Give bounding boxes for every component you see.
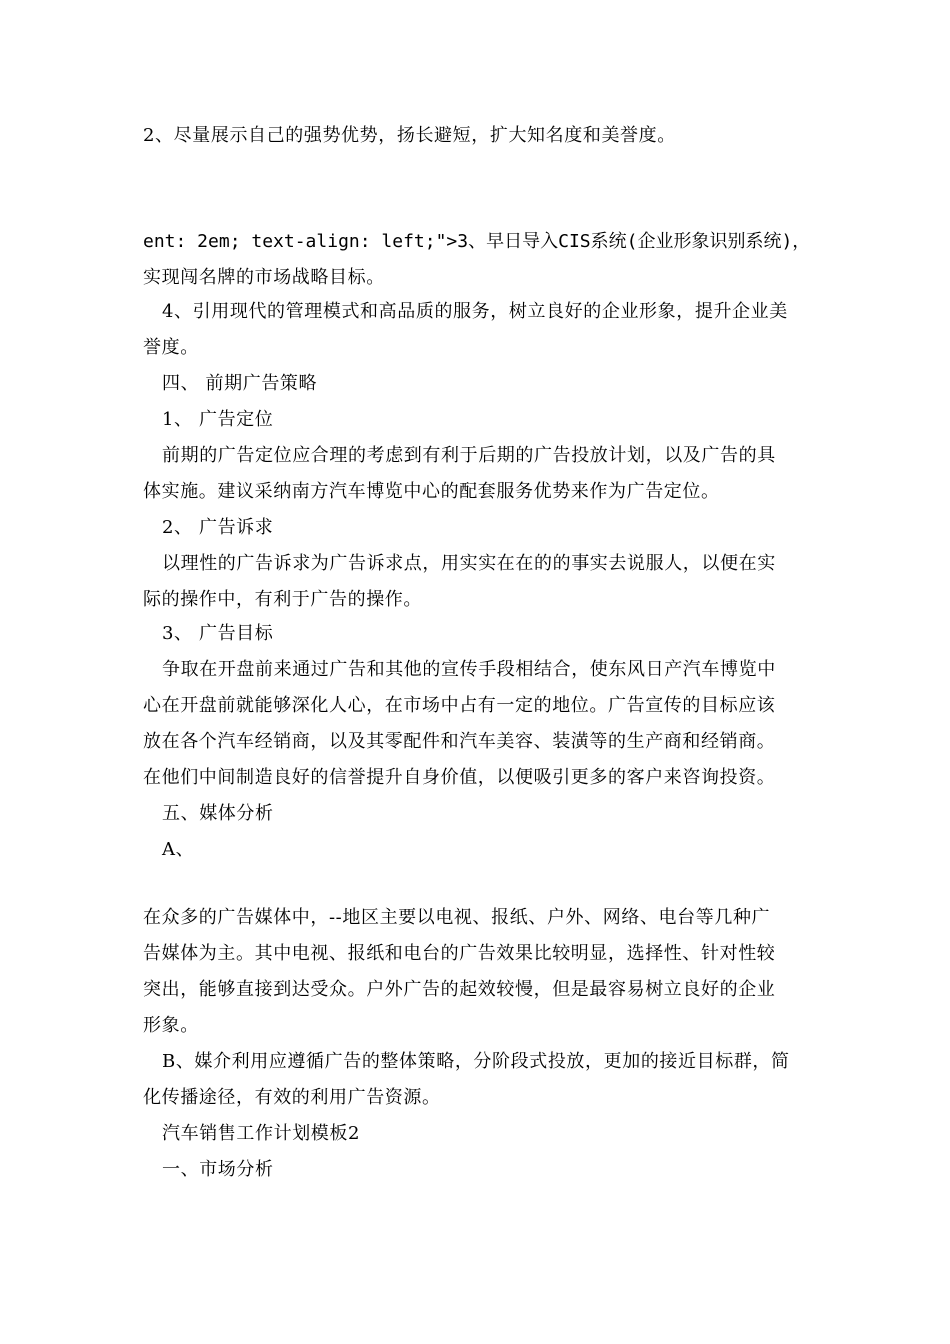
paragraph-line: 在他们中间制造良好的信誉提升自身价值，以便吸引更多的客户来咨询投资。 xyxy=(143,767,776,788)
paragraph-line: 2、尽量展示自己的强势优势，扬长避短，扩大知名度和美誉度。 xyxy=(143,125,676,146)
section-heading: 一、市场分析 xyxy=(162,1159,274,1180)
paragraph-line: 际的操作中，有利于广告的操作。 xyxy=(143,589,422,610)
paragraph-line: 以理性的广告诉求为广告诉求点，用实实在在的的事实去说服人，以便在实 xyxy=(162,553,776,574)
paragraph-line-code-fragment: ent: 2em; text-align: left;">3、早日导入CIS系统(企业形象识别系统)， xyxy=(143,231,811,252)
paragraph-line: 在众多的广告媒体中，--地区主要以电视、报纸、户外、网络、电台等几种广 xyxy=(143,907,771,928)
paragraph-line: 体实施。建议采纳南方汽车博览中心的配套服务优势来作为广告定位。 xyxy=(143,481,720,502)
paragraph-line: 告媒体为主。其中电视、报纸和电台的广告效果比较明显，选择性、针对性较 xyxy=(143,943,776,964)
paragraph-line: 前期的广告定位应合理的考虑到有利于后期的广告投放计划，以及广告的具 xyxy=(162,445,776,466)
subsection-heading: 3、 广告目标 xyxy=(162,623,274,644)
paragraph-line: 放在各个汽车经销商，以及其零配件和汽车美容、装潢等的生产商和经销商。 xyxy=(143,731,776,752)
list-marker: A、 xyxy=(162,839,195,860)
paragraph-line: 实现闯名牌的市场战略目标。 xyxy=(143,267,385,288)
paragraph-line: 形象。 xyxy=(143,1015,199,1036)
section-heading: 五、媒体分析 xyxy=(162,803,274,824)
subsection-heading: 1、 广告定位 xyxy=(162,409,274,430)
paragraph-line: 心在开盘前就能够深化人心，在市场中占有一定的地位。广告宣传的目标应该 xyxy=(143,695,776,716)
paragraph-line: 突出，能够直接到达受众。户外广告的起效较慢，但是最容易树立良好的企业 xyxy=(143,979,776,1000)
paragraph-line: B、媒介利用应遵循广告的整体策略，分阶段式投放，更加的接近目标群，简 xyxy=(162,1051,790,1072)
paragraph-line: 化传播途径，有效的利用广告资源。 xyxy=(143,1087,441,1108)
paragraph-line: 争取在开盘前来通过广告和其他的宣传手段相结合，使东风日产汽车博览中 xyxy=(162,659,776,680)
paragraph-line: 4、引用现代的管理模式和高品质的服务，树立良好的企业形象，提升企业美 xyxy=(162,301,788,322)
paragraph-line: 誉度。 xyxy=(143,337,199,358)
document-title: 汽车销售工作计划模板2 xyxy=(162,1123,361,1144)
section-heading: 四、 前期广告策略 xyxy=(162,373,318,394)
subsection-heading: 2、 广告诉求 xyxy=(162,517,274,538)
